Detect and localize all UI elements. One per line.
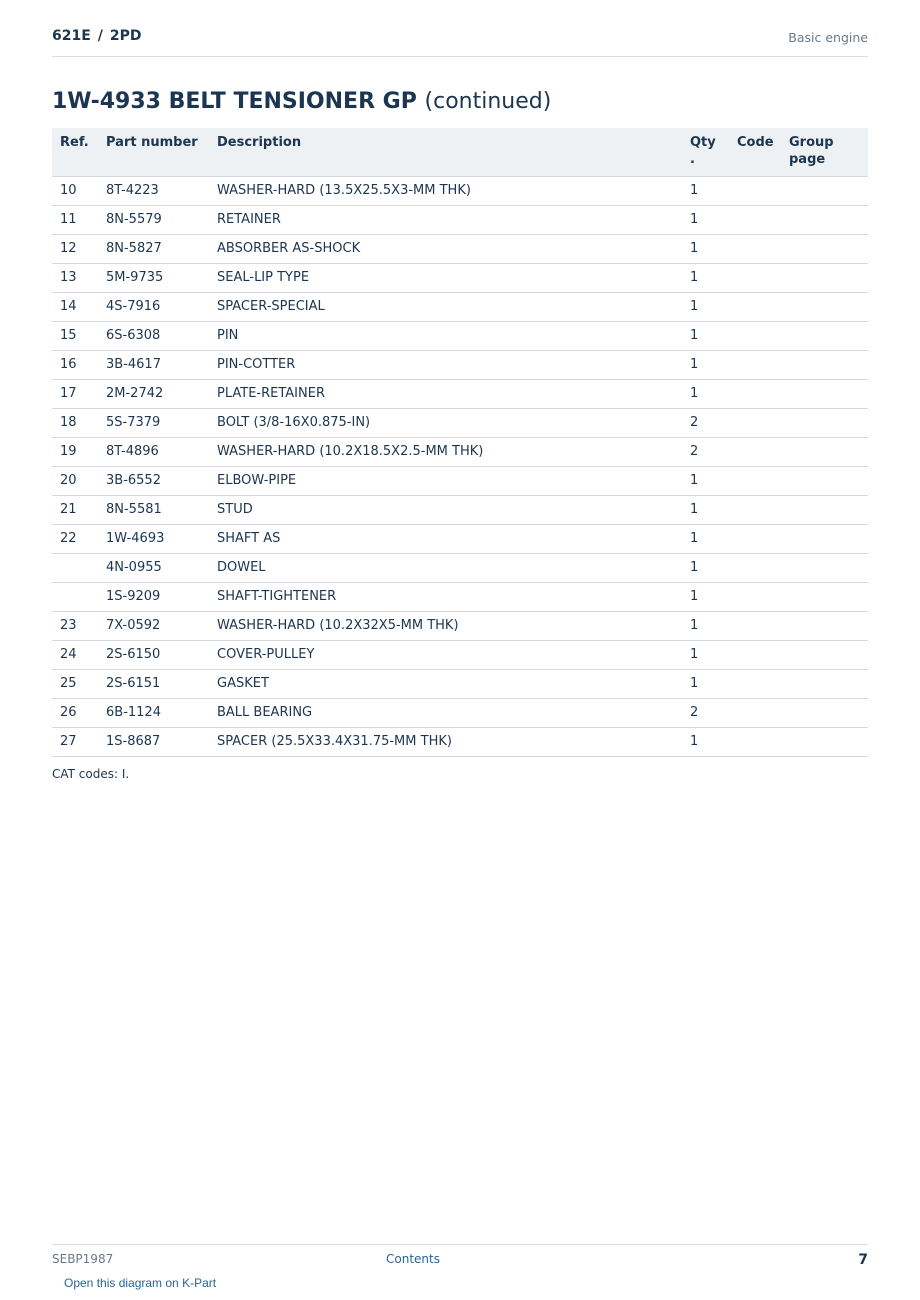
- cell-ref: 15: [60, 328, 77, 343]
- cell-part-number: 5S-7379: [106, 415, 161, 430]
- document-id: SEBP1987: [52, 1252, 114, 1266]
- table-row: [52, 321, 868, 350]
- cell-ref: 22: [60, 531, 77, 546]
- cell-code: [737, 495, 789, 524]
- cell-group-page: [789, 205, 868, 234]
- cell-code: [737, 321, 789, 350]
- title-main: 1W-4933 BELT TENSIONER GP: [52, 89, 417, 114]
- cell-description: DOWEL: [217, 560, 266, 575]
- open-kpart-link[interactable]: Open this diagram on K-Part: [64, 1276, 217, 1290]
- cell-description: SHAFT AS: [217, 531, 281, 546]
- table-row: [52, 466, 868, 495]
- table-row: [52, 408, 868, 437]
- table-row: [52, 292, 868, 321]
- column-header-code: Code: [737, 135, 774, 150]
- cell-description: PIN-COTTER: [217, 357, 296, 372]
- cell-qty: 1: [690, 299, 699, 314]
- cell-code: [737, 524, 789, 553]
- page-header: [52, 28, 868, 57]
- cell-qty: 1: [690, 734, 699, 749]
- table-row: [52, 437, 868, 466]
- column-header-description: Description: [217, 135, 302, 150]
- cell-qty: 1: [690, 676, 699, 691]
- cell-description: SEAL-LIP TYPE: [217, 270, 310, 285]
- table-row: [52, 669, 868, 698]
- cell-part-number: 1S-8687: [106, 734, 161, 749]
- cell-group-page: [789, 524, 868, 553]
- cell-ref: 13: [60, 270, 77, 285]
- cell-code: [737, 611, 789, 640]
- cell-description: SPACER (25.5X33.4X31.75-MM THK): [217, 734, 452, 749]
- cell-description: PIN: [217, 328, 239, 343]
- cell-group-page: [789, 495, 868, 524]
- cell-description: PLATE-RETAINER: [217, 386, 325, 401]
- cell-code: [737, 292, 789, 321]
- cell-ref: [52, 582, 106, 611]
- table-row: [52, 698, 868, 727]
- cell-ref: 27: [60, 734, 77, 749]
- section-name: Basic engine: [788, 30, 868, 45]
- cell-qty: 1: [690, 328, 699, 343]
- cell-group-page: [789, 408, 868, 437]
- cell-part-number: 1S-9209: [106, 589, 161, 604]
- cell-ref: 18: [60, 415, 77, 430]
- cell-code: [737, 698, 789, 727]
- serial-label: 2PD: [109, 28, 142, 44]
- cell-ref: 12: [60, 241, 77, 256]
- table-row: [52, 379, 868, 408]
- cell-group-page: [789, 292, 868, 321]
- cell-part-number: 5M-9735: [106, 270, 164, 285]
- cell-part-number: 8T-4896: [106, 444, 159, 459]
- cell-part-number: 4S-7916: [106, 299, 161, 314]
- cell-description: SPACER-SPECIAL: [217, 299, 325, 314]
- cell-ref: 14: [60, 299, 77, 314]
- footer-divider: [52, 1244, 868, 1245]
- cell-description: BOLT (3/8-16X0.875-IN): [217, 415, 371, 430]
- cell-code: [737, 727, 789, 756]
- cell-qty: 2: [690, 705, 699, 720]
- cell-group-page: [789, 611, 868, 640]
- cell-group-page: [789, 379, 868, 408]
- cell-part-number: 7X-0592: [106, 618, 161, 633]
- parts-table: [52, 128, 868, 757]
- table-row: [52, 263, 868, 292]
- cell-code: [737, 669, 789, 698]
- cell-qty: 1: [690, 183, 699, 198]
- cell-group-page: [789, 669, 868, 698]
- cell-group-page: [789, 321, 868, 350]
- cell-code: [737, 582, 789, 611]
- cell-ref: 25: [60, 676, 77, 691]
- table-row: [52, 524, 868, 553]
- cell-code: [737, 350, 789, 379]
- cell-description: RETAINER: [217, 212, 281, 227]
- cell-ref: 24: [60, 647, 77, 662]
- cell-group-page: [789, 640, 868, 669]
- cell-qty: 1: [690, 386, 699, 401]
- cell-code: [737, 553, 789, 582]
- cell-ref: 26: [60, 705, 77, 720]
- cell-description: SHAFT-TIGHTENER: [217, 589, 337, 604]
- column-header-ref: Ref.: [60, 135, 89, 150]
- breadcrumb: [52, 28, 142, 44]
- cell-group-page: [789, 727, 868, 756]
- cell-group-page: [789, 437, 868, 466]
- cell-qty: 1: [690, 270, 699, 285]
- cell-description: GASKET: [217, 676, 269, 691]
- table-row: [52, 611, 868, 640]
- cell-ref: 17: [60, 386, 77, 401]
- cell-part-number: 8N-5581: [106, 502, 162, 517]
- table-row: [52, 234, 868, 263]
- cell-code: [737, 234, 789, 263]
- title-suffix: (continued): [424, 89, 552, 114]
- cell-code: [737, 466, 789, 495]
- cell-group-page: [789, 553, 868, 582]
- cell-part-number: 8N-5579: [106, 212, 162, 227]
- cell-description: WASHER-HARD (13.5X25.5X3-MM THK): [217, 183, 471, 198]
- column-header-group-page: Group page: [789, 135, 834, 167]
- cell-code: [737, 379, 789, 408]
- cat-codes-note: CAT codes: I.: [52, 767, 130, 781]
- cell-ref: 21: [60, 502, 77, 517]
- cell-ref: [52, 553, 106, 582]
- cell-description: BALL BEARING: [217, 705, 313, 720]
- cell-ref: 16: [60, 357, 77, 372]
- page-title: [52, 89, 551, 114]
- cell-qty: 2: [690, 444, 699, 459]
- cell-group-page: [789, 263, 868, 292]
- cell-description: STUD: [217, 502, 253, 517]
- cell-qty: 1: [690, 357, 699, 372]
- column-header-part-number: Part number: [106, 135, 198, 150]
- cell-part-number: 6B-1124: [106, 705, 161, 720]
- cell-part-number: 2S-6151: [106, 676, 161, 691]
- page-number: 7: [858, 1252, 868, 1268]
- cell-qty: 2: [690, 415, 699, 430]
- column-header-qty: Qty .: [690, 135, 716, 167]
- cell-part-number: 8N-5827: [106, 241, 162, 256]
- cell-qty: 1: [690, 589, 699, 604]
- cell-qty: 1: [690, 502, 699, 517]
- cell-part-number: 6S-6308: [106, 328, 161, 343]
- table-row: [52, 176, 868, 205]
- cell-qty: 1: [690, 241, 699, 256]
- table-row: [52, 640, 868, 669]
- cell-description: ELBOW-PIPE: [217, 473, 297, 488]
- table-header-row: [52, 128, 868, 176]
- cell-group-page: [789, 698, 868, 727]
- model-label: 621E: [52, 28, 91, 44]
- breadcrumb-separator: /: [97, 28, 103, 44]
- cell-qty: 1: [690, 531, 699, 546]
- cell-code: [737, 176, 789, 205]
- cell-description: WASHER-HARD (10.2X18.5X2.5-MM THK): [217, 444, 484, 459]
- cell-qty: 1: [690, 647, 699, 662]
- cell-part-number: 3B-6552: [106, 473, 161, 488]
- cell-part-number: 4N-0955: [106, 560, 162, 575]
- cell-code: [737, 437, 789, 466]
- cell-group-page: [789, 176, 868, 205]
- table-row: [52, 727, 868, 756]
- cell-ref: 19: [60, 444, 77, 459]
- cell-part-number: 2S-6150: [106, 647, 161, 662]
- table-row: [52, 495, 868, 524]
- contents-link[interactable]: Contents: [386, 1252, 440, 1266]
- cell-group-page: [789, 582, 868, 611]
- cell-group-page: [789, 234, 868, 263]
- table-row: [52, 582, 868, 611]
- cell-ref: 11: [60, 212, 77, 227]
- cell-part-number: 2M-2742: [106, 386, 164, 401]
- cell-description: COVER-PULLEY: [217, 647, 315, 662]
- cell-qty: 1: [690, 212, 699, 227]
- cell-qty: 1: [690, 618, 699, 633]
- cell-ref: 23: [60, 618, 77, 633]
- cell-qty: 1: [690, 560, 699, 575]
- cell-code: [737, 640, 789, 669]
- cell-description: ABSORBER AS-SHOCK: [217, 241, 361, 256]
- cell-qty: 1: [690, 473, 699, 488]
- cell-code: [737, 263, 789, 292]
- cell-code: [737, 205, 789, 234]
- cell-part-number: 3B-4617: [106, 357, 161, 372]
- table-row: [52, 350, 868, 379]
- cell-code: [737, 408, 789, 437]
- table-row: [52, 553, 868, 582]
- cell-group-page: [789, 466, 868, 495]
- table-row: [52, 205, 868, 234]
- cell-part-number: 1W-4693: [106, 531, 165, 546]
- cell-description: WASHER-HARD (10.2X32X5-MM THK): [217, 618, 459, 633]
- cell-group-page: [789, 350, 868, 379]
- cell-ref: 10: [60, 183, 77, 198]
- cell-part-number: 8T-4223: [106, 183, 159, 198]
- cell-ref: 20: [60, 473, 77, 488]
